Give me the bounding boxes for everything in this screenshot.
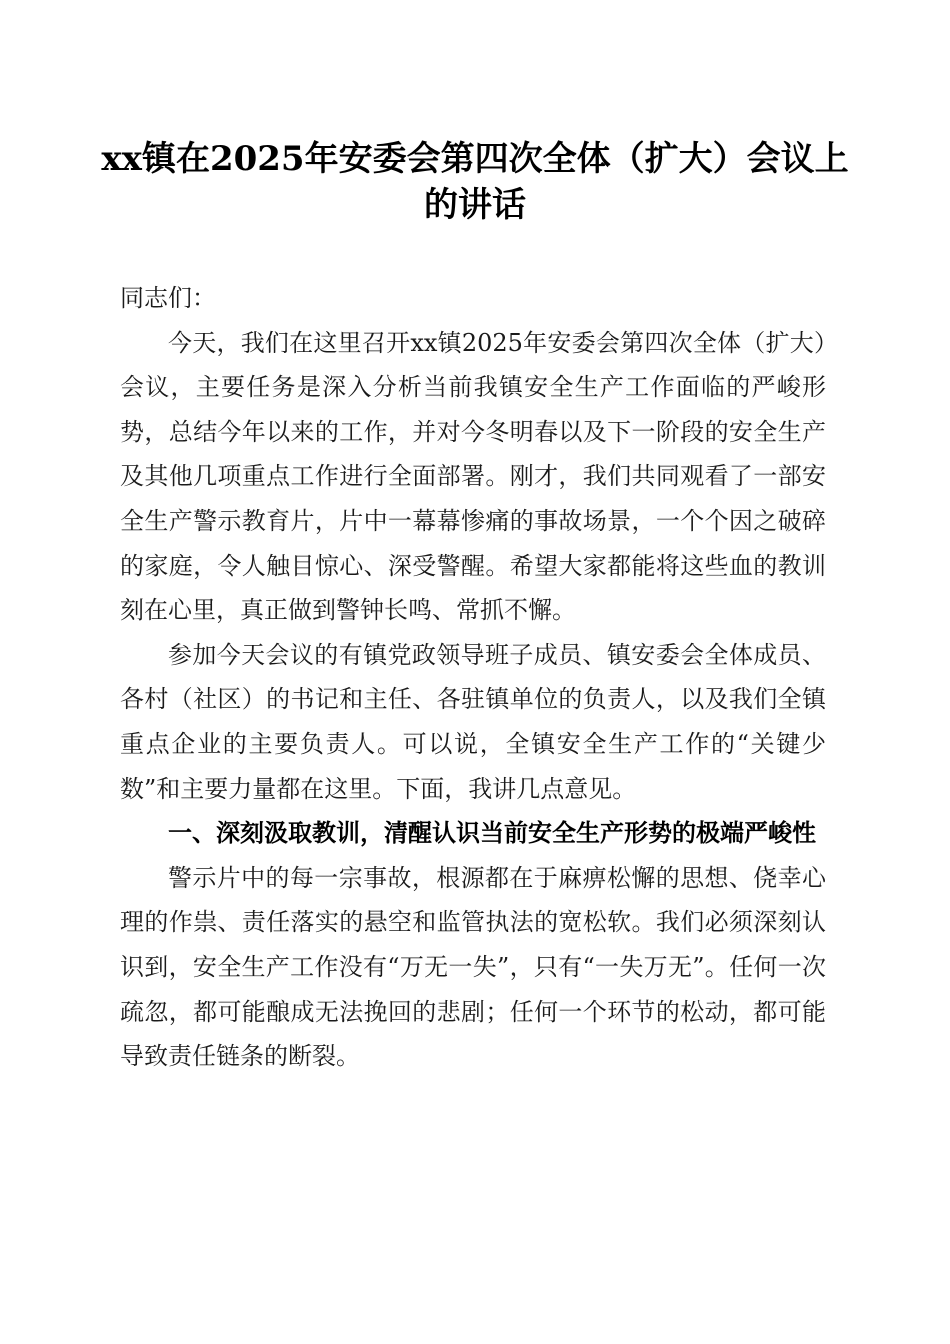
- section-heading-1: 一、深刻汲取教训，清醒认识当前安全生产形势的极端严峻性: [168, 819, 816, 848]
- paragraph-opening: 今天，我们在这里召开xx镇2025年安委会第四次全体（扩大）会议，主要任务是深入分析当前我镇安全生产工作面临的严峻形势，总结今年以来的工作，并对今冬明春以及下一阶段的安全生产及其他几项重点工作进行全面部署。刚才，我们共同观看了一部安全生产警示教育片，片中一幕幕惨痛的事故场景，一个个因之破碎的家庭，令人触目惊心、深受警醒。希望大家都能将这些血的教训刻在心里，真正做到警钟长鸣、常抓不懈。: [120, 328, 826, 625]
- paragraph-attendees: 参加今天会议的有镇党政领导班子成员、镇安委会全体成员、各村（社区）的书记和主任、各驻镇单位的负责人，以及我们全镇重点企业的主要负责人。可以说，全镇安全生产工作的“关键少数”和主要力量都在这里。下面，我讲几点意见。: [120, 640, 826, 803]
- salutation: 同志们：: [120, 284, 216, 312]
- document-title: xx镇在2025年安委会第四次全体（扩大）会议上的讲话: [101, 139, 849, 225]
- paragraph-section-1: 警示片中的每一宗事故，根源都在于麻痹松懈的思想、侥幸心理的作祟、责任落实的悬空和监管执法的宽松软。我们必须深刻认识到，安全生产工作没有“万无一失”，只有“一失万无”。任何一次疏忽，都可能酿成无法挽回的悲剧；任何一个环节的松动，都可能导致责任链条的断裂。: [120, 863, 826, 1071]
- document-body: [120, 276, 826, 1079]
